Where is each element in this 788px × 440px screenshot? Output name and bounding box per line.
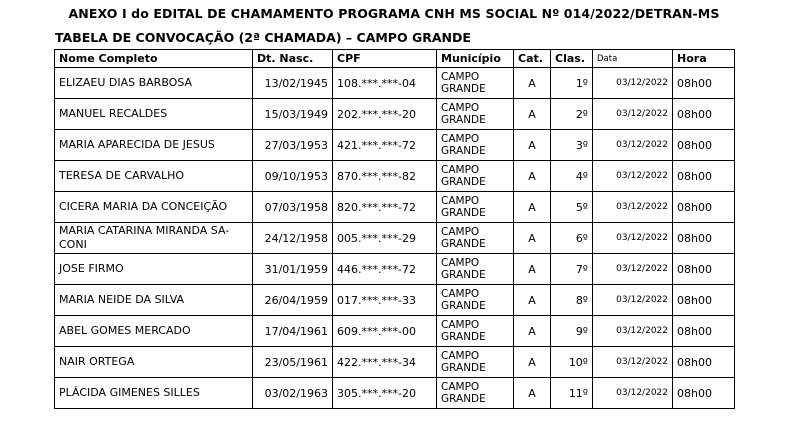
- cell-cat: A: [514, 223, 551, 254]
- header-data: Data: [593, 50, 673, 68]
- cell-cpf: 421.***.***-72: [333, 130, 437, 161]
- cell-nome: TERESA DE CARVALHO: [55, 161, 253, 192]
- table-row: [55, 285, 735, 316]
- cell-hora: 08h00: [673, 192, 735, 223]
- cell-cat: A: [514, 99, 551, 130]
- cell-clas: 9º: [551, 316, 593, 347]
- cell-nome: ABEL GOMES MERCADO: [55, 316, 253, 347]
- cell-clas: 1º: [551, 68, 593, 99]
- cell-dt-nasc: 27/03/1953: [253, 130, 333, 161]
- cell-data: 03/12/2022: [593, 68, 673, 99]
- cell-cat: A: [514, 161, 551, 192]
- cell-clas: 2º: [551, 99, 593, 130]
- cell-cpf: 202.***.***-20: [333, 99, 437, 130]
- cell-dt-nasc: 31/01/1959: [253, 254, 333, 285]
- cell-municipio: CAMPO GRANDE: [437, 347, 514, 378]
- cell-nome: ELIZAEU DIAS BARBOSA: [55, 68, 253, 99]
- table-row: [55, 192, 735, 223]
- cell-cpf: 305.***.***-20: [333, 378, 437, 409]
- cell-dt-nasc: 17/04/1961: [253, 316, 333, 347]
- cell-cat: A: [514, 316, 551, 347]
- cell-nome: NAIR ORTEGA: [55, 347, 253, 378]
- cell-clas: 10º: [551, 347, 593, 378]
- cell-cat: A: [514, 192, 551, 223]
- cell-hora: 08h00: [673, 254, 735, 285]
- cell-cpf: 005.***.***-29: [333, 223, 437, 254]
- cell-nome: JOSE FIRMO: [55, 254, 253, 285]
- table-row: [55, 254, 735, 285]
- cell-nome: MARIA NEIDE DA SILVA: [55, 285, 253, 316]
- table-caption: TABELA DE CONVOCAÇÃO (2ª CHAMADA) – CAMPO GRANDE: [55, 30, 471, 45]
- cell-clas: 7º: [551, 254, 593, 285]
- cell-nome: PLÁCIDA GIMENES SILLES: [55, 378, 253, 409]
- cell-cpf: 446.***.***-72: [333, 254, 437, 285]
- cell-clas: 8º: [551, 285, 593, 316]
- cell-hora: 08h00: [673, 378, 735, 409]
- cell-cpf: 820.***.***-72: [333, 192, 437, 223]
- header-cat: Cat.: [514, 50, 551, 68]
- table-row: [55, 99, 735, 130]
- cell-cpf: 108.***.***-04: [333, 68, 437, 99]
- cell-data: 03/12/2022: [593, 161, 673, 192]
- cell-municipio: CAMPO GRANDE: [437, 68, 514, 99]
- cell-dt-nasc: 13/02/1945: [253, 68, 333, 99]
- cell-clas: 3º: [551, 130, 593, 161]
- cell-dt-nasc: 09/10/1953: [253, 161, 333, 192]
- cell-dt-nasc: 15/03/1949: [253, 99, 333, 130]
- cell-municipio: CAMPO GRANDE: [437, 223, 514, 254]
- cell-dt-nasc: 23/05/1961: [253, 347, 333, 378]
- cell-cat: A: [514, 285, 551, 316]
- table-row: [55, 316, 735, 347]
- cell-clas: 11º: [551, 378, 593, 409]
- header-clas: Clas.: [551, 50, 593, 68]
- cell-cpf: 017.***.***-33: [333, 285, 437, 316]
- cell-data: 03/12/2022: [593, 130, 673, 161]
- cell-hora: 08h00: [673, 130, 735, 161]
- cell-municipio: CAMPO GRANDE: [437, 316, 514, 347]
- cell-municipio: CAMPO GRANDE: [437, 192, 514, 223]
- cell-cpf: 422.***.***-34: [333, 347, 437, 378]
- cell-data: 03/12/2022: [593, 254, 673, 285]
- table-row: [55, 347, 735, 378]
- cell-cat: A: [514, 68, 551, 99]
- table-row: [55, 378, 735, 409]
- cell-data: 03/12/2022: [593, 316, 673, 347]
- cell-municipio: CAMPO GRANDE: [437, 99, 514, 130]
- cell-dt-nasc: 24/12/1958: [253, 223, 333, 254]
- table-header-row: [55, 50, 735, 68]
- cell-nome: MARIA CATARINA MIRANDA SA-CONI: [55, 223, 253, 254]
- cell-municipio: CAMPO GRANDE: [437, 378, 514, 409]
- cell-dt-nasc: 07/03/1958: [253, 192, 333, 223]
- cell-nome: CICERA MARIA DA CONCEIÇÃO: [55, 192, 253, 223]
- cell-clas: 5º: [551, 192, 593, 223]
- cell-nome: MARIA APARECIDA DE JESUS: [55, 130, 253, 161]
- cell-dt-nasc: 03/02/1963: [253, 378, 333, 409]
- cell-nome: MANUEL RECALDES: [55, 99, 253, 130]
- cell-cpf: 609.***.***-00: [333, 316, 437, 347]
- cell-data: 03/12/2022: [593, 192, 673, 223]
- cell-municipio: CAMPO GRANDE: [437, 130, 514, 161]
- cell-cat: A: [514, 130, 551, 161]
- cell-clas: 4º: [551, 161, 593, 192]
- table-row: [55, 223, 735, 254]
- document-title: ANEXO I do EDITAL DE CHAMAMENTO PROGRAMA CNH MS SOCIAL Nº 014/2022/DETRAN-MS: [68, 6, 720, 21]
- cell-cpf: 870.***.***-82: [333, 161, 437, 192]
- cell-data: 03/12/2022: [593, 99, 673, 130]
- cell-hora: 08h00: [673, 285, 735, 316]
- cell-hora: 08h00: [673, 68, 735, 99]
- cell-municipio: CAMPO GRANDE: [437, 161, 514, 192]
- convocation-table: [54, 49, 735, 409]
- cell-municipio: CAMPO GRANDE: [437, 254, 514, 285]
- cell-cat: A: [514, 347, 551, 378]
- cell-data: 03/12/2022: [593, 378, 673, 409]
- cell-cat: A: [514, 254, 551, 285]
- cell-hora: 08h00: [673, 316, 735, 347]
- table-row: [55, 161, 735, 192]
- table-row: [55, 68, 735, 99]
- cell-data: 03/12/2022: [593, 285, 673, 316]
- header-dt-nasc: Dt. Nasc.: [253, 50, 333, 68]
- table-row: [55, 130, 735, 161]
- cell-hora: 08h00: [673, 99, 735, 130]
- cell-dt-nasc: 26/04/1959: [253, 285, 333, 316]
- cell-data: 03/12/2022: [593, 223, 673, 254]
- cell-data: 03/12/2022: [593, 347, 673, 378]
- cell-municipio: CAMPO GRANDE: [437, 285, 514, 316]
- cell-hora: 08h00: [673, 347, 735, 378]
- header-cpf: CPF: [333, 50, 437, 68]
- header-hora: Hora: [673, 50, 735, 68]
- header-nome: Nome Completo: [55, 50, 253, 68]
- cell-hora: 08h00: [673, 161, 735, 192]
- cell-clas: 6º: [551, 223, 593, 254]
- header-municipio: Município: [437, 50, 514, 68]
- cell-hora: 08h00: [673, 223, 735, 254]
- cell-cat: A: [514, 378, 551, 409]
